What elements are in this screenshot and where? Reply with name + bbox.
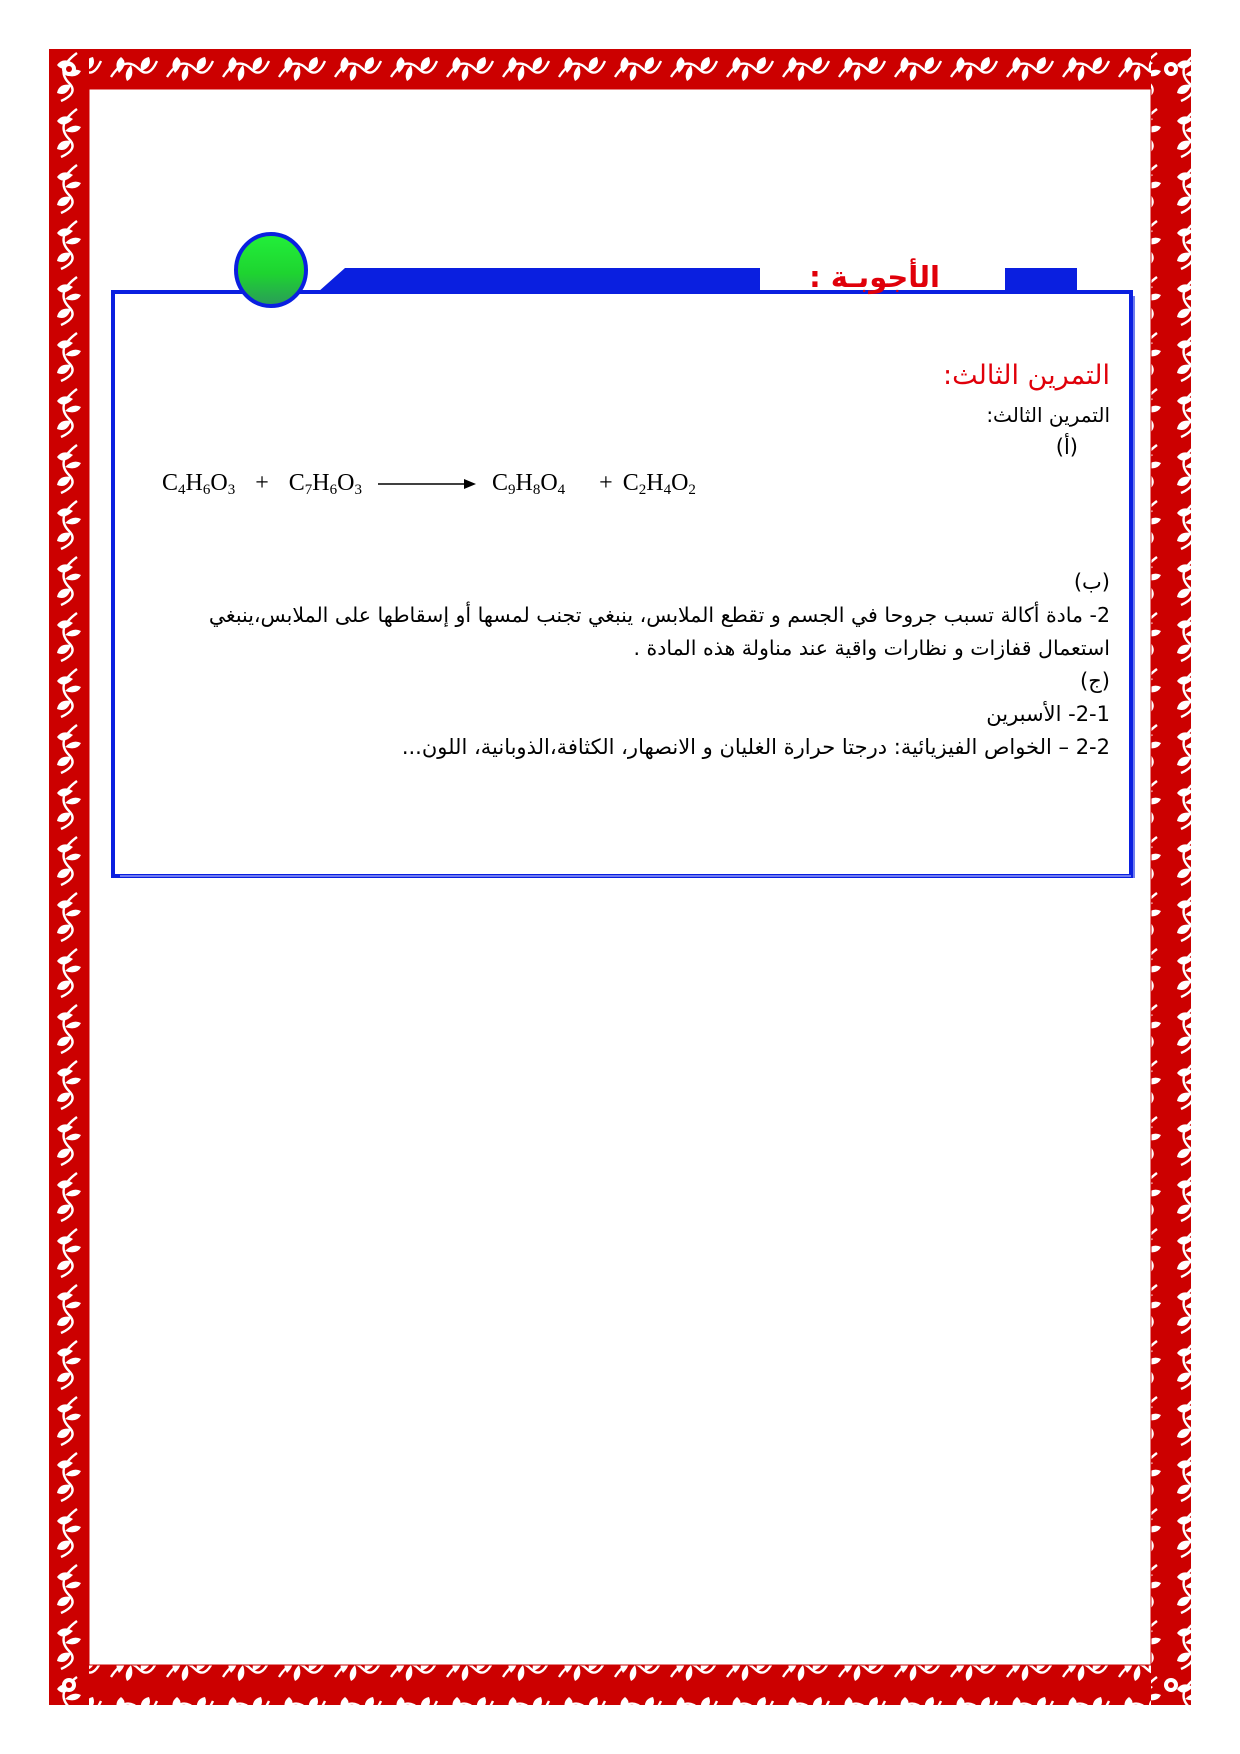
answer-item-1: 2-1- الأسبرين <box>986 702 1110 726</box>
chemical-equation <box>162 470 696 499</box>
plus-sign: + <box>255 470 269 496</box>
arrow-icon <box>378 477 476 491</box>
reactant-1: $C_4H_6O_3$ <box>162 470 236 498</box>
green-circle-icon <box>236 234 306 306</box>
product-2: $C_2H_4O_2$ <box>622 470 696 498</box>
answer-item-2: 2-2 – الخواص الفيزيائية: درجتا حرارة الغليان و الانصهار، الكثافة،الذوبانية، اللون... <box>401 735 1110 759</box>
header-bar-left <box>318 268 760 292</box>
part-b-label: (ب) <box>1073 570 1110 594</box>
reactant-2: $C_7H_6O_3$ <box>288 470 362 498</box>
part-b-text-line-2: استعمال قفازات و نظارات واقية عند مناولة هذه المادة . <box>633 636 1110 660</box>
exercise-heading: التمرين الثالث: <box>986 403 1110 427</box>
header-bar-right <box>1005 268 1077 292</box>
part-a-label: (أ) <box>1055 435 1078 459</box>
plus-sign: + <box>599 470 613 496</box>
section-title: الأجوبـة : <box>809 260 940 294</box>
product-1: $C_9H_8O_4$ <box>491 470 566 498</box>
exercise-heading-red: التمرين الثالث: <box>943 360 1110 391</box>
part-b-text-line-1: 2- مادة أكالة تسبب جروحا في الجسم و تقطع الملابس، ينبغي تجنب لمسها أو إسقاطها على الملابس،ينبغي <box>208 603 1110 627</box>
part-c-label: (ج) <box>1080 669 1110 693</box>
